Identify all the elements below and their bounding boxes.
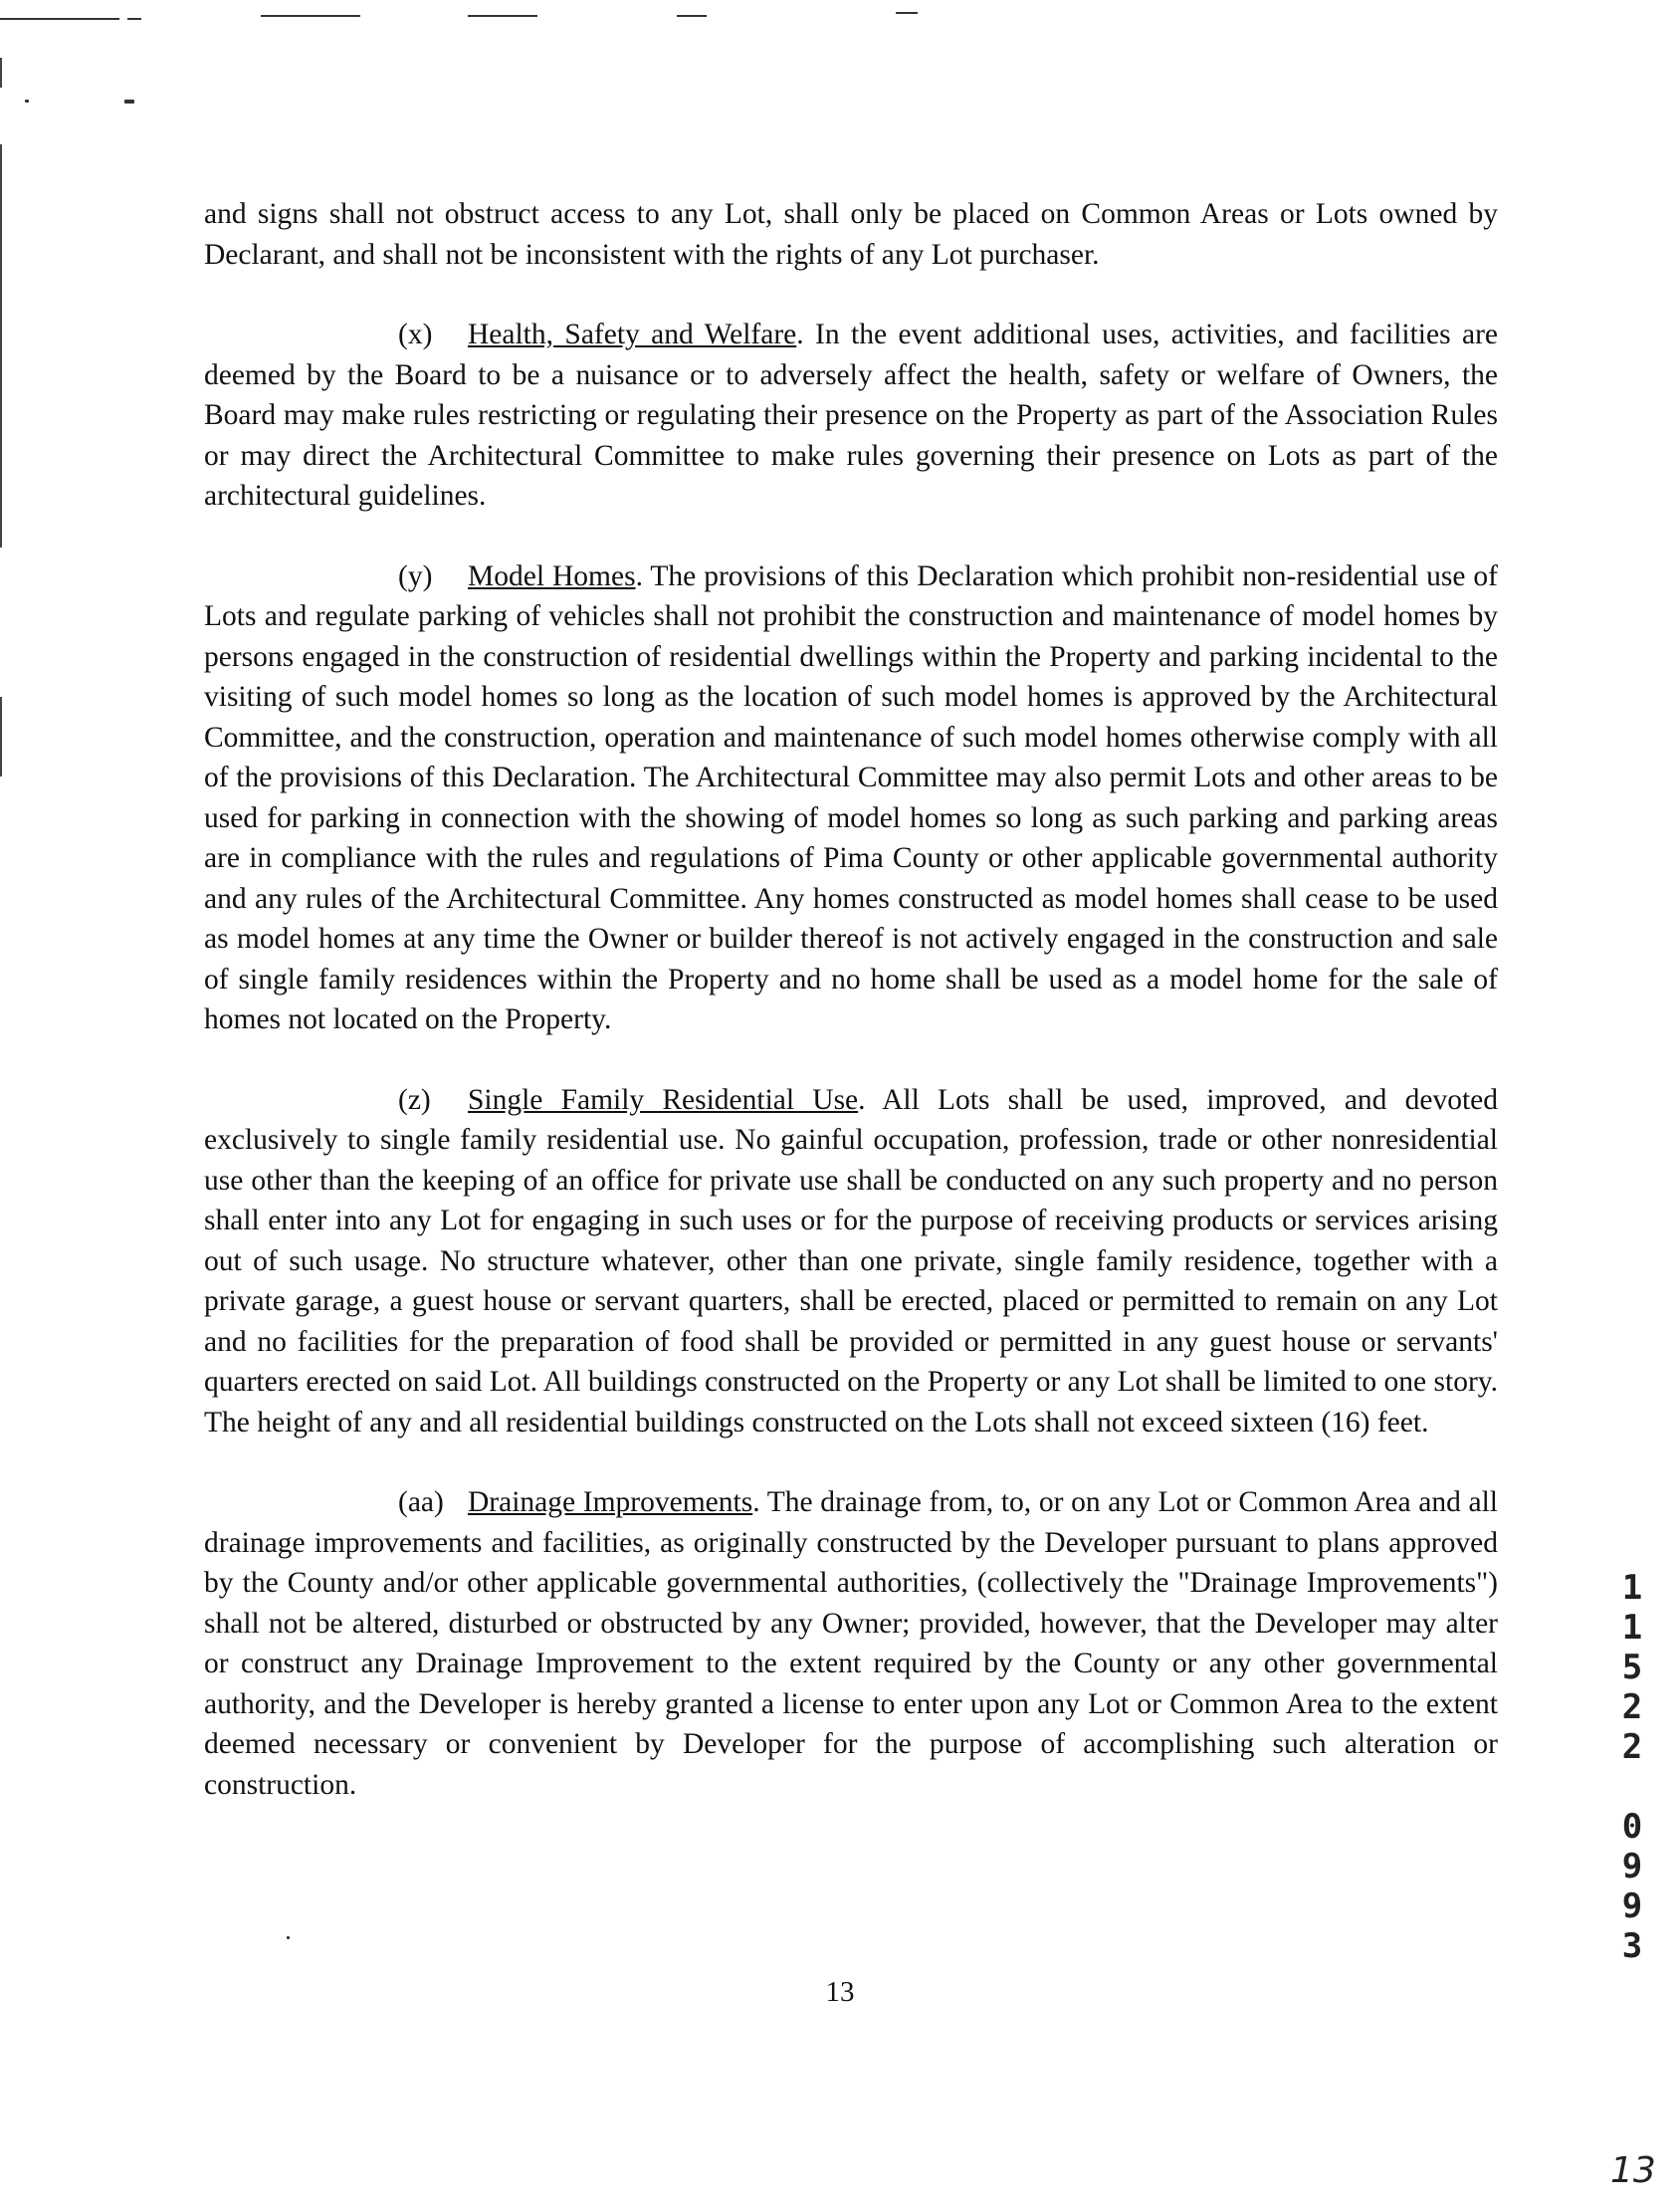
page-number: 13 <box>825 1976 855 2008</box>
handwritten-page-number: 13 <box>1610 2150 1656 2191</box>
section-body: . The drainage from, to, or on any Lot or Common Area and all drainage improvements and facilities, as originally constructed by the Developer pursuant to plans approved by the County and/or other applicable governmental authorities, (collectively the "Drainage Improvements") shall not be altered, disturbed or obstructed by any Owner; provided, however, that the Developer may alter or construct any Drainage Improvement to the extent required by the County or any other governmental authority, and the Developer is hereby granted a license to enter upon any Lot or Common Area to the extent deemed necessary or convenient by Developer for the purpose of accomplishing such alteration or construction. <box>204 1486 1498 1801</box>
scan-dash <box>261 15 360 17</box>
document-body <box>204 194 1498 1805</box>
section-number: (aa) <box>398 1486 444 1518</box>
scan-dash <box>0 18 119 20</box>
scan-edge-line <box>0 144 2 548</box>
section-number: (y) <box>398 559 433 592</box>
paragraph-text: and signs shall not obstruct access to any Lot, shall only be placed on Common Areas or Lots owned by Declarant, and shall not be inconsistent with the rights of any Lot purchaser. <box>204 198 1498 271</box>
scan-header-marks <box>0 0 1680 199</box>
section-title: Single Family Residential Use <box>468 1083 859 1116</box>
section-z <box>204 1080 1498 1443</box>
section-title: Drainage Improvements <box>468 1486 753 1518</box>
scan-dash <box>127 18 141 20</box>
scan-speck <box>25 100 29 103</box>
scan-dash <box>468 15 537 17</box>
section-number: (z) <box>398 1083 431 1116</box>
section-x <box>204 315 1498 517</box>
scan-edge-line <box>0 58 2 88</box>
scan-speck <box>287 1936 290 1939</box>
scan-speck <box>124 100 134 104</box>
section-title: Health, Safety and Welfare <box>468 319 797 350</box>
recording-number-stamp: 1 1 5 2 2 0 9 9 3 <box>1621 1568 1643 1966</box>
scan-dash <box>896 12 918 14</box>
section-body: . In the event additional uses, activities, and facilities are deemed by the Board to be a nuisance or to adversely affect the health, safety or welfare of Owners, the Board may make rules restricting or regulating their presence on the Property as part of the Association Rules or may direct the Architectural Committee to make rules governing their presence on Lots as part of the architectural guidelines. <box>204 319 1498 512</box>
section-number: (x) <box>398 319 433 350</box>
section-y <box>204 556 1498 1040</box>
scan-edge-line <box>0 697 2 776</box>
scan-dash <box>677 15 707 17</box>
section-aa <box>204 1482 1498 1805</box>
section-body: . All Lots shall be used, improved, and devoted exclusively to single family residential use. No gainful occupation, profession, trade or other nonresidential use other than the keeping of an office for private use shall be conducted on any such property and no person shall enter into any Lot for engaging in such uses or for the purpose of receiving products or services arising out of such usage. No structure whatever, other than one private, single family residence, together with a private garage, a guest house or servant quarters, shall be erected, placed or permitted to remain on any Lot and no facilities for the preparation of food shall be provided or permitted in any guest house or servants' quarters erected on said Lot. All buildings constructed on the Property or any Lot shall be limited to one story. The height of any and all residential buildings constructed on the Lots shall not exceed sixteen (16) feet. <box>204 1083 1498 1438</box>
section-body: . The provisions of this Declaration which prohibit non-residential use of Lots and regulate parking of vehicles shall not prohibit the construction and maintenance of model homes by persons engaged in the construction of residential dwellings within the Property and parking incidental to the visiting of such model homes so long as the location of such model homes is approved by the Architectural Committee, and the construction, operation and maintenance of such model homes otherwise comply with all of the provisions of this Declaration. The Architectural Committee may also permit Lots and other areas to be used for parking in connection with the showing of model homes so long as such parking and parking areas are in compliance with the rules and regulations of Pima County or other applicable governmental authority and any rules of the Architectural Committee. Any homes constructed as model homes shall cease to be used as model homes at any time the Owner or builder thereof is not actively engaged in the construction and sale of single family residences within the Property and no home shall be used as a model home for the sale of homes not located on the Property. <box>204 559 1498 1035</box>
section-title: Model Homes <box>468 559 636 592</box>
paragraph-continuation <box>204 194 1498 275</box>
